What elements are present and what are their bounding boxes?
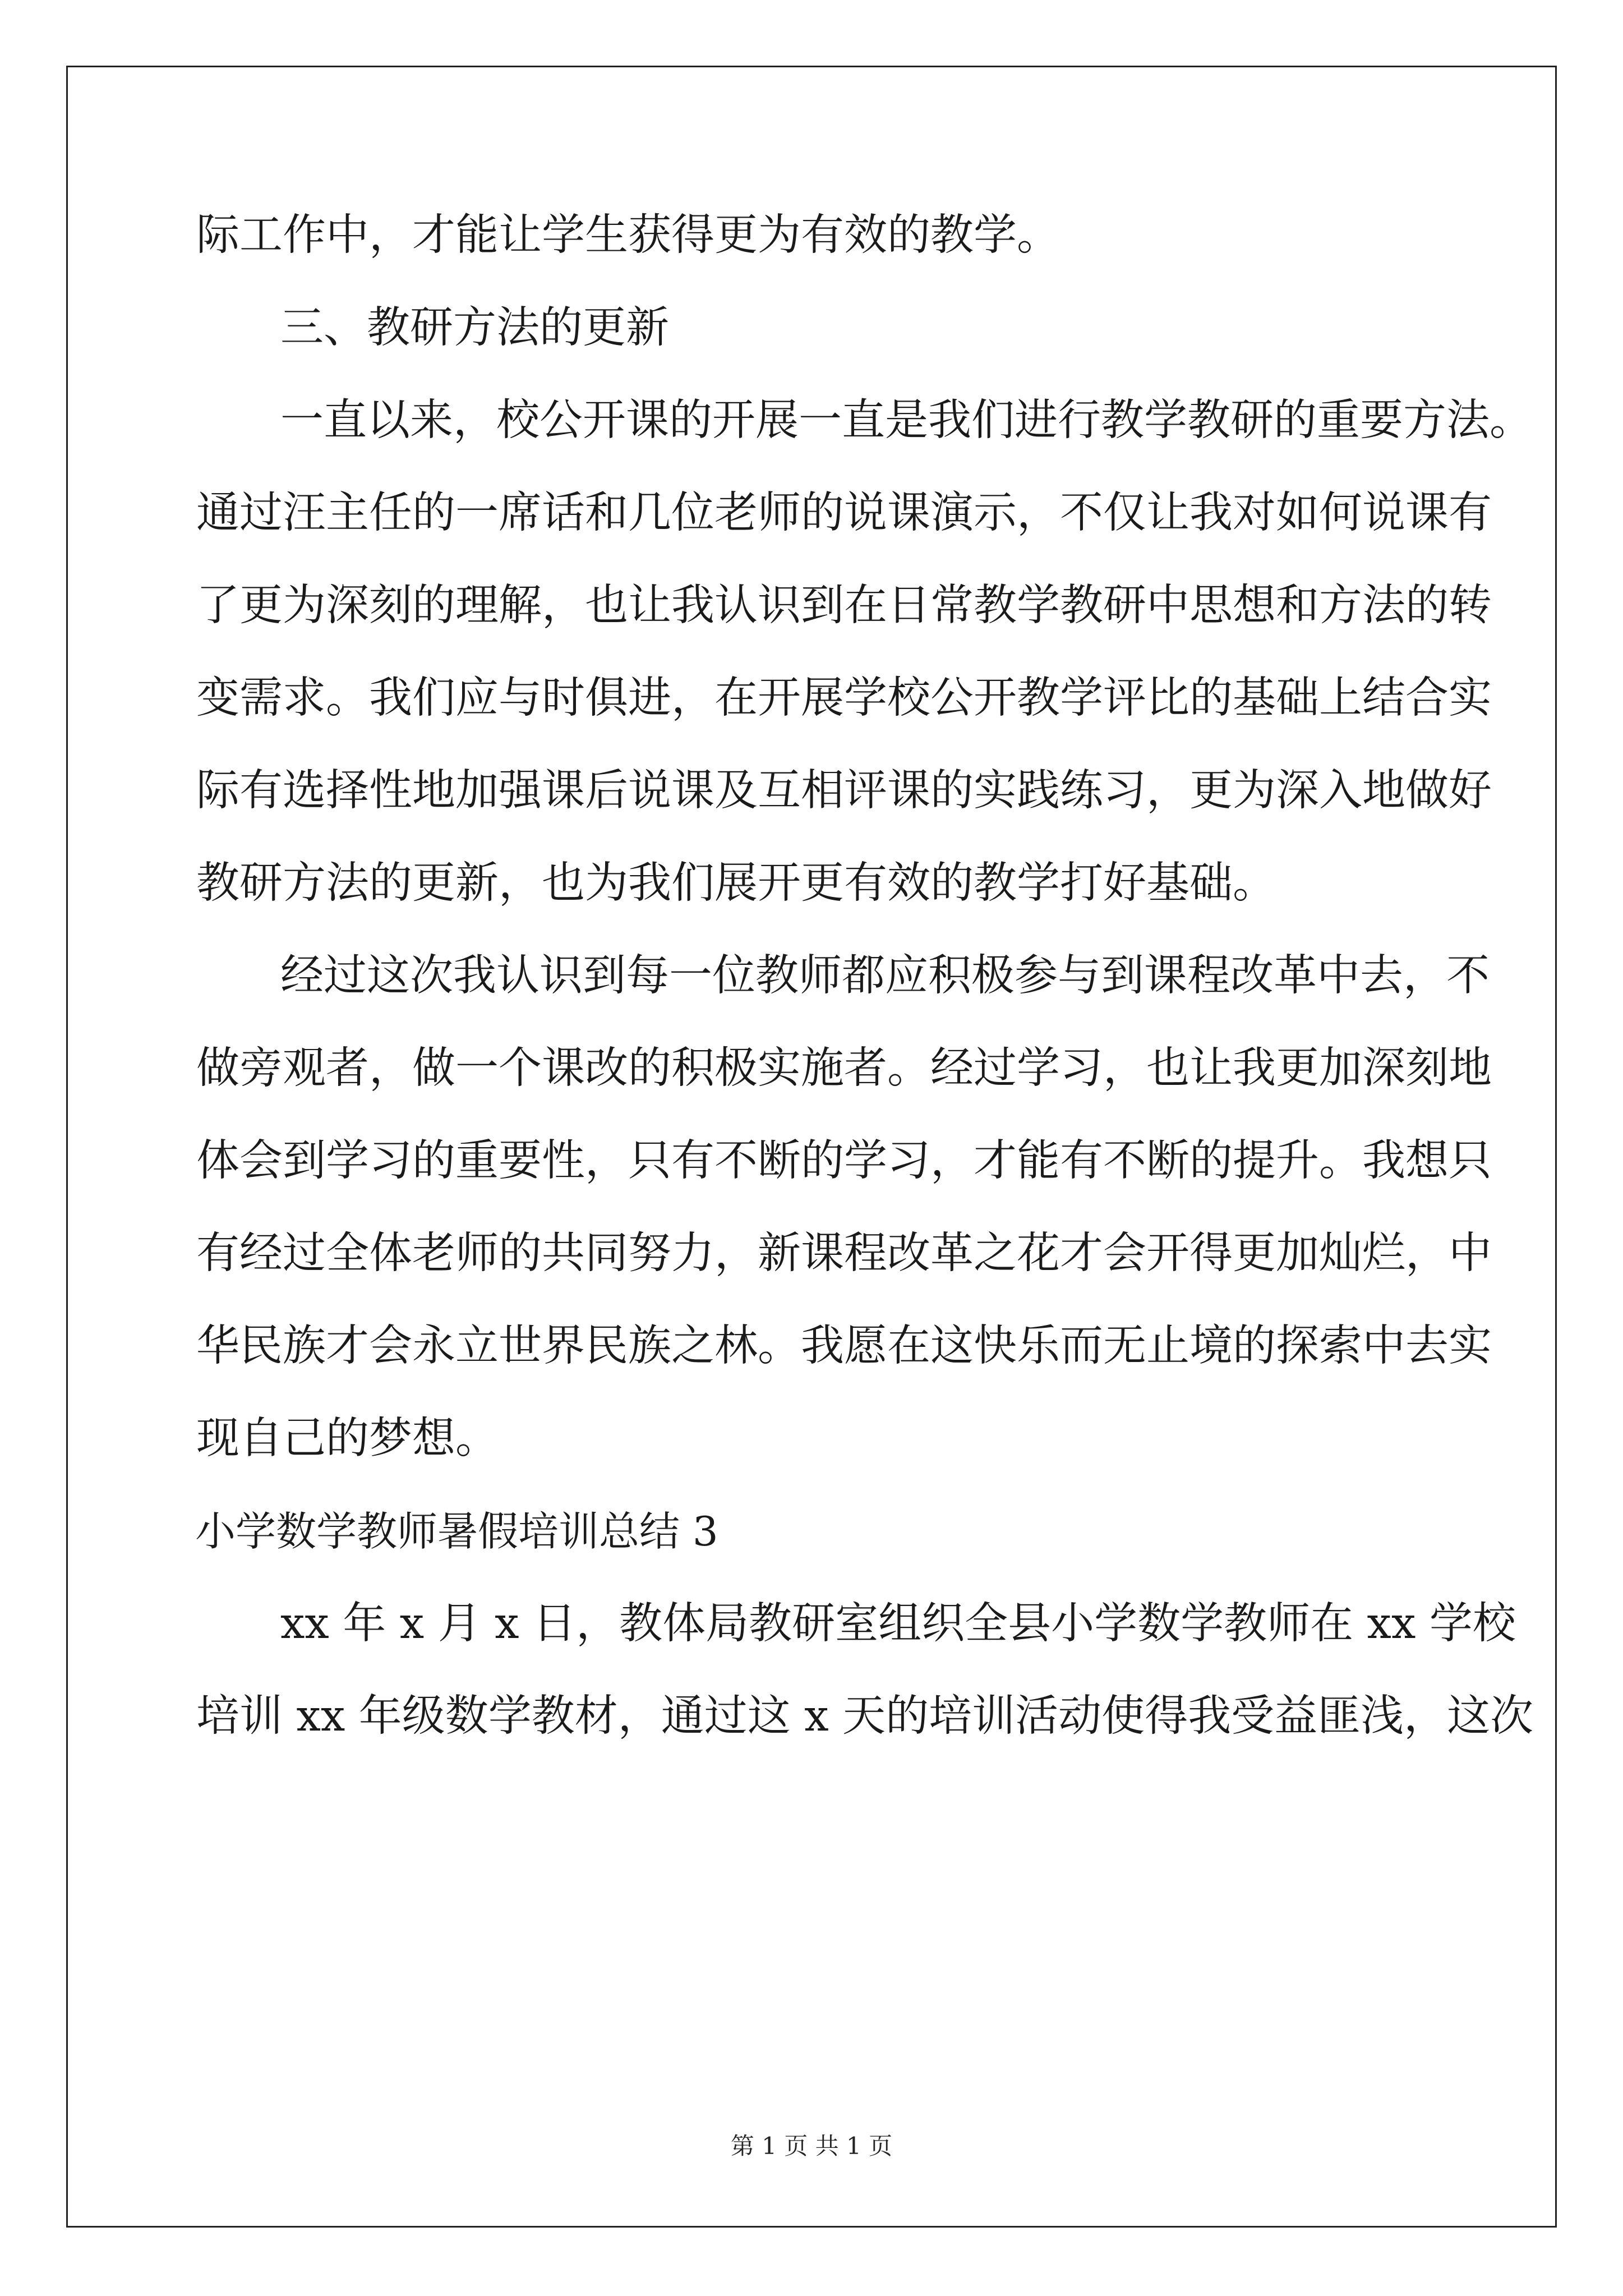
article-title: 小学数学教师暑假培训总结 3	[195, 1508, 718, 1555]
text-line: 培训 xx 年级数学教材，通过这 x 天的培训活动使得我受益匪浅，这次	[196, 1691, 1534, 1741]
text-line: 华民族才会永立世界民族之林。我愿在这快乐而无止境的探索中去实	[196, 1321, 1492, 1371]
text-line: 一直以来，校公开课的开展一直是我们进行教学教研的重要方法。	[280, 395, 1533, 445]
text-line: 际工作中，才能让学生获得更为有效的教学。	[196, 210, 1060, 260]
text-line: 体会到学习的重要性，只有不断的学习，才能有不断的提升。我想只	[196, 1136, 1492, 1186]
text-line: xx 年 x 月 x 日，教体局教研室组织全县小学数学教师在 xx 学校	[280, 1599, 1516, 1649]
section-heading: 三、教研方法的更新	[280, 303, 669, 353]
text-line: 通过汪主任的一席话和几位老师的说课演示，不仅让我对如何说课有	[196, 488, 1492, 538]
text-line: 际有选择性地加强课后说课及互相评课的实践练习，更为深入地做好	[196, 766, 1492, 816]
text-line: 变需求。我们应与时俱进，在开展学校公开教学评比的基础上结合实	[196, 673, 1492, 723]
text-line: 了更为深刻的理解，也让我认识到在日常教学教研中思想和方法的转	[196, 581, 1492, 631]
text-line: 做旁观者，做一个课改的积极实施者。经过学习，也让我更加深刻地	[196, 1043, 1492, 1093]
text-line: 有经过全体老师的共同努力，新课程改革之花才会开得更加灿烂，中	[196, 1228, 1492, 1278]
page-number: 第 1 页 共 1 页	[730, 2132, 893, 2160]
text-line: 经过这次我认识到每一位教师都应积极参与到课程改革中去，不	[280, 951, 1490, 1001]
text-line: 现自己的梦想。	[196, 1414, 499, 1464]
text-line: 教研方法的更新，也为我们展开更有效的教学打好基础。	[196, 858, 1276, 908]
